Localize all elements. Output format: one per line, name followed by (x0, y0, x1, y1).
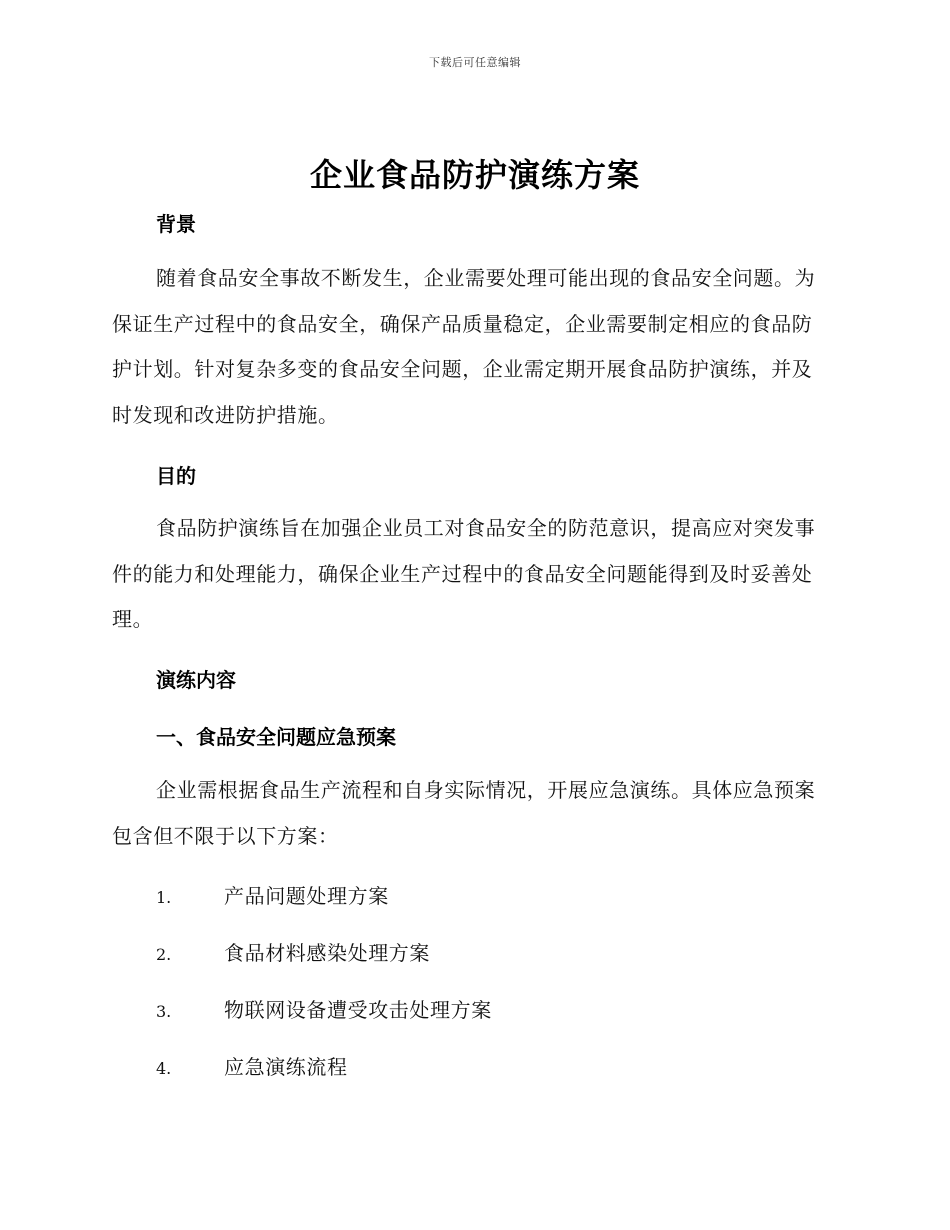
list-item-text: 食品材料感染处理方案 (224, 941, 430, 965)
header-note: 下载后可任意编辑 (429, 56, 521, 69)
section-heading-background: 背景 (156, 212, 196, 236)
list-item-number: 2. (156, 945, 172, 964)
paragraph-purpose: 食品防护演练旨在加强企业员工对食品安全的防范意识，提高应对突发事件的能力和处理能力，确保企业生产过程中的食品安全问题能得到及时妥善处理。 (112, 516, 816, 631)
list-item-text: 物联网设备遭受攻击处理方案 (224, 998, 492, 1022)
list-item (156, 880, 389, 909)
list-item (156, 994, 492, 1023)
list-item (156, 937, 430, 966)
subsection-heading-emergency-plan: 一、食品安全问题应急预案 (156, 725, 396, 749)
list-item-number: 1. (156, 888, 172, 907)
list-item-text: 应急演练流程 (224, 1055, 348, 1079)
list-item-number: 3. (156, 1002, 172, 1021)
section-heading-purpose: 目的 (156, 464, 196, 488)
paragraph-emergency-plan: 企业需根据食品生产流程和自身实际情况，开展应急演练。具体应急预案包含但不限于以下方案： (112, 778, 816, 848)
document-title: 企业食品防护演练方案 (309, 156, 640, 194)
section-heading-content: 演练内容 (156, 668, 236, 692)
list-item-number: 4. (156, 1059, 172, 1078)
list-item-text: 产品问题处理方案 (224, 884, 389, 908)
list-item (156, 1051, 348, 1080)
paragraph-background: 随着食品安全事故不断发生，企业需要处理可能出现的食品安全问题。为保证生产过程中的食品安全，确保产品质量稳定，企业需要制定相应的食品防护计划。针对复杂多变的食品安全问题，企业需定期开展食品防护演练，并及时发现和改进防护措施。 (112, 266, 816, 427)
